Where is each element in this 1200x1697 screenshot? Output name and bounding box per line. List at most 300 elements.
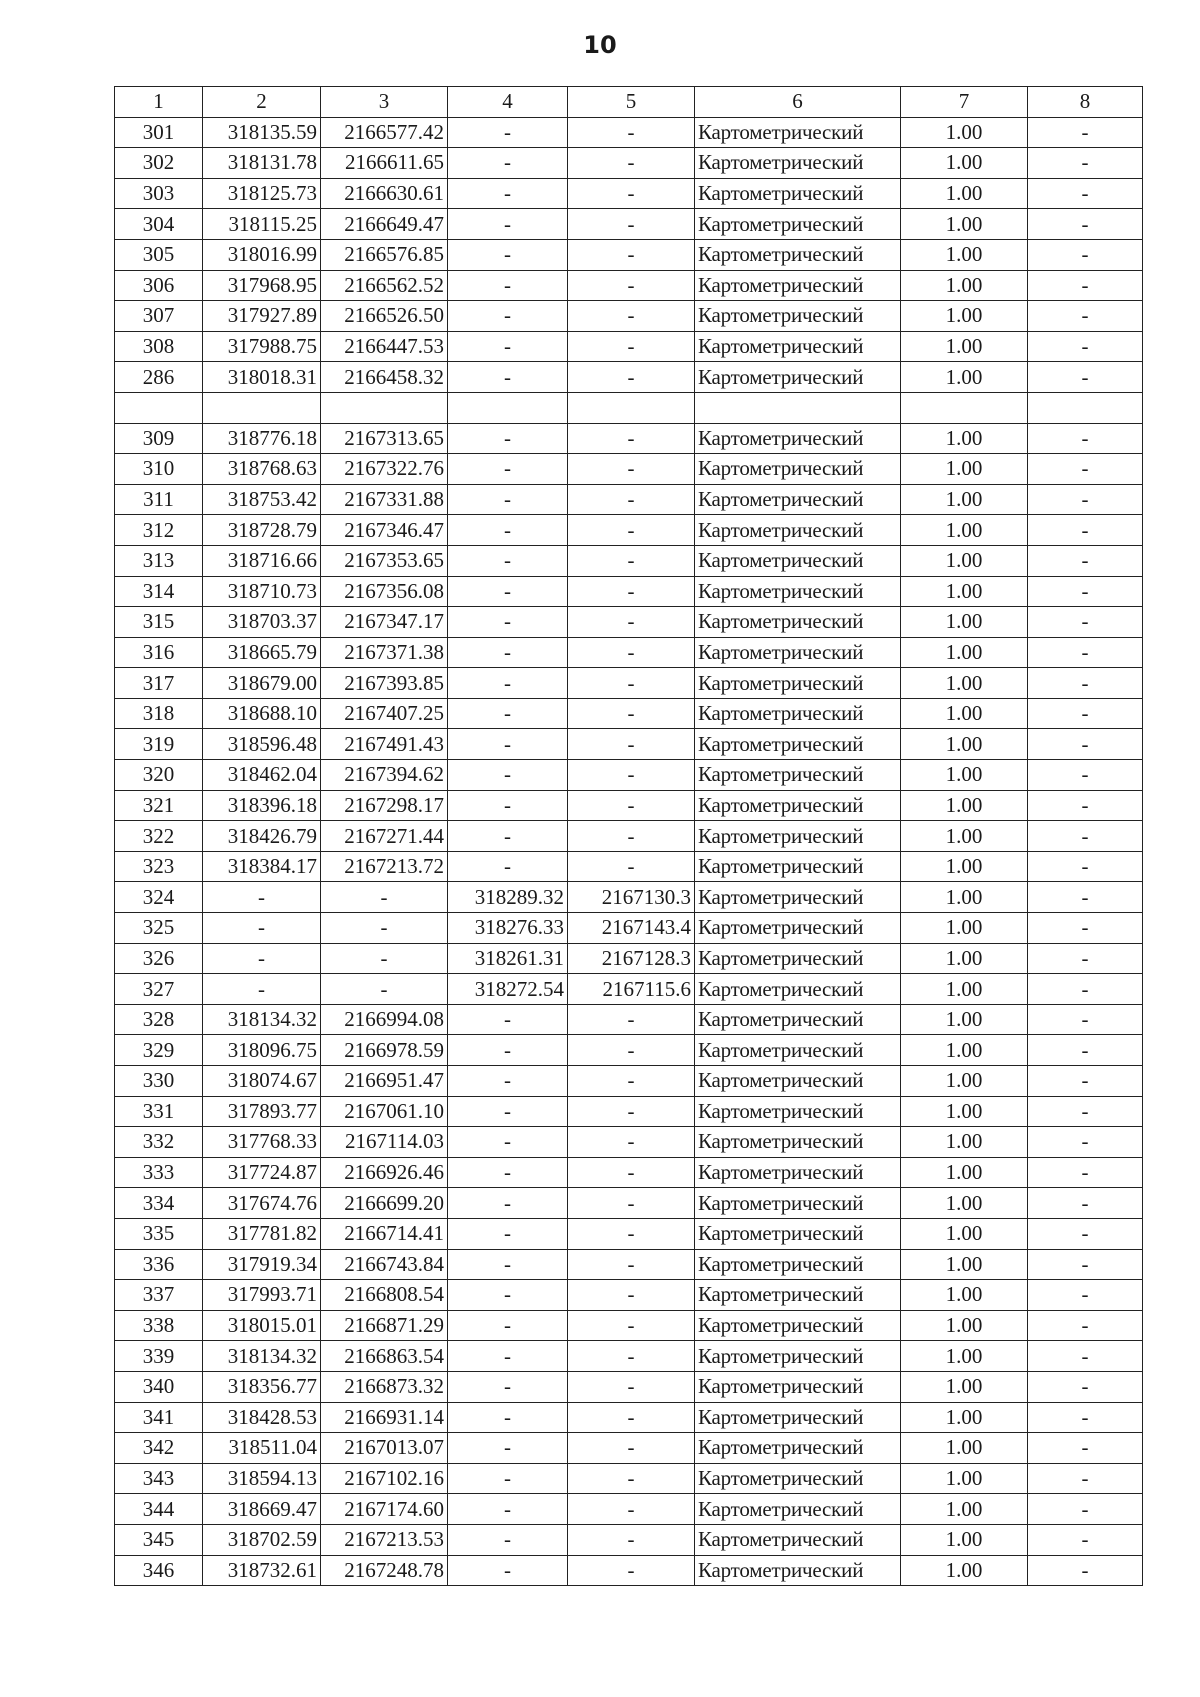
- table-row: [115, 1494, 1143, 1525]
- x-cell: 318134.32: [203, 1004, 321, 1035]
- table-row: [115, 515, 1143, 546]
- x-cell: 318753.42: [203, 484, 321, 515]
- x-cell: 318134.32: [203, 1341, 321, 1372]
- y-cell: 2167102.16: [321, 1463, 448, 1494]
- accuracy-cell: 1.00: [901, 668, 1028, 699]
- accuracy-cell: 1.00: [901, 974, 1028, 1005]
- y-cell: 2167491.43: [321, 729, 448, 760]
- x-alt-cell: -: [448, 1096, 568, 1127]
- table-row: [115, 1035, 1143, 1066]
- point-number-cell: 319: [115, 729, 203, 760]
- method-cell: Картометрический: [695, 331, 901, 362]
- accuracy-cell: 1.00: [901, 515, 1028, 546]
- point-number-cell: 320: [115, 760, 203, 791]
- y-cell: -: [321, 943, 448, 974]
- accuracy-cell: 1.00: [901, 1341, 1028, 1372]
- point-number-cell: 329: [115, 1035, 203, 1066]
- y-alt-cell: -: [568, 1310, 695, 1341]
- table-row: [115, 1157, 1143, 1188]
- method-cell: Картометрический: [695, 1157, 901, 1188]
- accuracy-cell: 1.00: [901, 1280, 1028, 1311]
- y-cell: 2166447.53: [321, 331, 448, 362]
- x-alt-cell: -: [448, 454, 568, 485]
- y-cell: 2167346.47: [321, 515, 448, 546]
- note-cell: -: [1028, 1402, 1143, 1433]
- note-cell: -: [1028, 1218, 1143, 1249]
- y-alt-cell: -: [568, 821, 695, 852]
- x-cell: 318115.25: [203, 209, 321, 240]
- x-alt-cell: -: [448, 1035, 568, 1066]
- y-cell: 2166577.42: [321, 117, 448, 148]
- x-cell: 317919.34: [203, 1249, 321, 1280]
- table-row: [115, 576, 1143, 607]
- x-cell: 318776.18: [203, 423, 321, 454]
- accuracy-cell: 1.00: [901, 178, 1028, 209]
- note-cell: -: [1028, 974, 1143, 1005]
- x-alt-cell: -: [448, 1280, 568, 1311]
- accuracy-cell: 1.00: [901, 882, 1028, 913]
- point-number-cell: 286: [115, 362, 203, 393]
- table-row: [115, 1371, 1143, 1402]
- table-row: [115, 423, 1143, 454]
- accuracy-cell: 1.00: [901, 1310, 1028, 1341]
- method-cell: Картометрический: [695, 1463, 901, 1494]
- accuracy-cell: 1.00: [901, 790, 1028, 821]
- note-cell: -: [1028, 423, 1143, 454]
- note-cell: -: [1028, 1494, 1143, 1525]
- y-alt-cell: -: [568, 1188, 695, 1219]
- note-cell: -: [1028, 760, 1143, 791]
- y-cell: 2166630.61: [321, 178, 448, 209]
- y-alt-cell: -: [568, 1035, 695, 1066]
- y-cell: 2167174.60: [321, 1494, 448, 1525]
- y-alt-cell: -: [568, 668, 695, 699]
- table-row: [115, 1402, 1143, 1433]
- note-cell: -: [1028, 729, 1143, 760]
- accuracy-cell: 1.00: [901, 1371, 1028, 1402]
- point-number-cell: 303: [115, 178, 203, 209]
- x-alt-cell: -: [448, 851, 568, 882]
- point-number-cell: 323: [115, 851, 203, 882]
- accuracy-cell: 1.00: [901, 1188, 1028, 1219]
- point-number-cell: 345: [115, 1524, 203, 1555]
- method-cell: Картометрический: [695, 515, 901, 546]
- point-number-cell: 302: [115, 148, 203, 179]
- y-cell: -: [321, 882, 448, 913]
- column-header-2: 2: [203, 87, 321, 118]
- note-cell: -: [1028, 668, 1143, 699]
- table-row: [115, 821, 1143, 852]
- x-cell: 318511.04: [203, 1433, 321, 1464]
- x-cell: 318679.00: [203, 668, 321, 699]
- y-alt-cell: -: [568, 1127, 695, 1158]
- method-cell: Картометрический: [695, 974, 901, 1005]
- y-cell: -: [321, 974, 448, 1005]
- point-number-cell: 334: [115, 1188, 203, 1219]
- point-number-cell: 340: [115, 1371, 203, 1402]
- table-row: [115, 1463, 1143, 1494]
- x-cell: 318716.66: [203, 545, 321, 576]
- method-cell: Картометрический: [695, 1310, 901, 1341]
- method-cell: Картометрический: [695, 1433, 901, 1464]
- y-cell: 2167322.76: [321, 454, 448, 485]
- method-cell: Картометрический: [695, 607, 901, 638]
- point-number-cell: 313: [115, 545, 203, 576]
- table-row: [115, 1280, 1143, 1311]
- point-number-cell: 311: [115, 484, 203, 515]
- method-cell: Картометрический: [695, 882, 901, 913]
- note-cell: [1028, 392, 1143, 423]
- method-cell: Картометрический: [695, 1127, 901, 1158]
- note-cell: -: [1028, 454, 1143, 485]
- accuracy-cell: 1.00: [901, 1555, 1028, 1586]
- method-cell: [695, 392, 901, 423]
- table-row: [115, 392, 1143, 423]
- x-alt-cell: -: [448, 729, 568, 760]
- note-cell: -: [1028, 821, 1143, 852]
- x-cell: 317968.95: [203, 270, 321, 301]
- method-cell: Картометрический: [695, 1555, 901, 1586]
- accuracy-cell: 1.00: [901, 209, 1028, 240]
- x-alt-cell: -: [448, 515, 568, 546]
- accuracy-cell: 1.00: [901, 1127, 1028, 1158]
- accuracy-cell: 1.00: [901, 148, 1028, 179]
- y-cell: 2167248.78: [321, 1555, 448, 1586]
- point-number-cell: 312: [115, 515, 203, 546]
- x-cell: 318728.79: [203, 515, 321, 546]
- point-number-cell: 344: [115, 1494, 203, 1525]
- x-cell: -: [203, 974, 321, 1005]
- table-row: [115, 178, 1143, 209]
- y-cell: 2166863.54: [321, 1341, 448, 1372]
- table-header: [115, 87, 1143, 118]
- x-cell: 317988.75: [203, 331, 321, 362]
- y-alt-cell: -: [568, 607, 695, 638]
- y-cell: 2167013.07: [321, 1433, 448, 1464]
- x-alt-cell: -: [448, 1555, 568, 1586]
- x-cell: 318665.79: [203, 637, 321, 668]
- y-cell: 2166458.32: [321, 362, 448, 393]
- point-number-cell: 322: [115, 821, 203, 852]
- x-alt-cell: -: [448, 423, 568, 454]
- y-alt-cell: -: [568, 698, 695, 729]
- page-number: 10: [583, 31, 617, 59]
- method-cell: Картометрический: [695, 698, 901, 729]
- note-cell: -: [1028, 1188, 1143, 1219]
- x-cell: -: [203, 882, 321, 913]
- y-cell: 2166611.65: [321, 148, 448, 179]
- x-alt-cell: -: [448, 698, 568, 729]
- table-row: [115, 790, 1143, 821]
- y-alt-cell: -: [568, 1555, 695, 1586]
- table-row: [115, 239, 1143, 270]
- point-number-cell: 314: [115, 576, 203, 607]
- note-cell: -: [1028, 270, 1143, 301]
- note-cell: -: [1028, 1127, 1143, 1158]
- x-alt-cell: -: [448, 668, 568, 699]
- note-cell: -: [1028, 1096, 1143, 1127]
- x-alt-cell: -: [448, 760, 568, 791]
- accuracy-cell: 1.00: [901, 1035, 1028, 1066]
- point-number-cell: 307: [115, 301, 203, 332]
- note-cell: -: [1028, 1066, 1143, 1097]
- x-cell: 318462.04: [203, 760, 321, 791]
- x-alt-cell: -: [448, 484, 568, 515]
- x-cell: 318131.78: [203, 148, 321, 179]
- note-cell: -: [1028, 362, 1143, 393]
- table-row: [115, 637, 1143, 668]
- method-cell: Картометрический: [695, 1402, 901, 1433]
- y-alt-cell: 2167143.4: [568, 913, 695, 944]
- note-cell: -: [1028, 698, 1143, 729]
- note-cell: -: [1028, 1035, 1143, 1066]
- table-row: [115, 362, 1143, 393]
- column-header-1: 1: [115, 87, 203, 118]
- point-number-cell: 333: [115, 1157, 203, 1188]
- x-alt-cell: -: [448, 1066, 568, 1097]
- x-alt-cell: -: [448, 1249, 568, 1280]
- x-alt-cell: -: [448, 576, 568, 607]
- y-cell: 2166576.85: [321, 239, 448, 270]
- x-cell: 318669.47: [203, 1494, 321, 1525]
- note-cell: -: [1028, 545, 1143, 576]
- y-alt-cell: -: [568, 729, 695, 760]
- y-alt-cell: -: [568, 454, 695, 485]
- point-number-cell: 301: [115, 117, 203, 148]
- method-cell: Картометрический: [695, 178, 901, 209]
- accuracy-cell: 1.00: [901, 943, 1028, 974]
- point-number-cell: 328: [115, 1004, 203, 1035]
- y-alt-cell: -: [568, 1249, 695, 1280]
- note-cell: -: [1028, 1280, 1143, 1311]
- x-alt-cell: -: [448, 209, 568, 240]
- note-cell: -: [1028, 913, 1143, 944]
- accuracy-cell: 1.00: [901, 821, 1028, 852]
- table-row: [115, 1433, 1143, 1464]
- point-number-cell: 346: [115, 1555, 203, 1586]
- x-cell: 318594.13: [203, 1463, 321, 1494]
- column-header-7: 7: [901, 87, 1028, 118]
- y-alt-cell: -: [568, 515, 695, 546]
- note-cell: -: [1028, 1555, 1143, 1586]
- accuracy-cell: [901, 392, 1028, 423]
- method-cell: Картометрический: [695, 913, 901, 944]
- y-alt-cell: -: [568, 1371, 695, 1402]
- note-cell: -: [1028, 576, 1143, 607]
- accuracy-cell: 1.00: [901, 423, 1028, 454]
- x-alt-cell: -: [448, 1157, 568, 1188]
- x-cell: 318135.59: [203, 117, 321, 148]
- x-alt-cell: -: [448, 331, 568, 362]
- point-number-cell: 306: [115, 270, 203, 301]
- accuracy-cell: 1.00: [901, 1004, 1028, 1035]
- x-cell: 318688.10: [203, 698, 321, 729]
- x-cell: -: [203, 943, 321, 974]
- x-cell: 318428.53: [203, 1402, 321, 1433]
- y-alt-cell: -: [568, 178, 695, 209]
- note-cell: -: [1028, 943, 1143, 974]
- table-row: [115, 943, 1143, 974]
- method-cell: Картометрический: [695, 729, 901, 760]
- point-number-cell: [115, 392, 203, 423]
- y-cell: 2166951.47: [321, 1066, 448, 1097]
- y-alt-cell: -: [568, 239, 695, 270]
- y-cell: 2167298.17: [321, 790, 448, 821]
- accuracy-cell: 1.00: [901, 1249, 1028, 1280]
- note-cell: -: [1028, 515, 1143, 546]
- x-alt-cell: -: [448, 1433, 568, 1464]
- table-row: [115, 1341, 1143, 1372]
- column-header-5: 5: [568, 87, 695, 118]
- y-cell: 2166931.14: [321, 1402, 448, 1433]
- table-row: [115, 698, 1143, 729]
- x-alt-cell: -: [448, 1004, 568, 1035]
- x-alt-cell: -: [448, 148, 568, 179]
- accuracy-cell: 1.00: [901, 1494, 1028, 1525]
- accuracy-cell: 1.00: [901, 607, 1028, 638]
- point-number-cell: 331: [115, 1096, 203, 1127]
- table-row: [115, 974, 1143, 1005]
- point-number-cell: 338: [115, 1310, 203, 1341]
- y-cell: 2166808.54: [321, 1280, 448, 1311]
- method-cell: Картометрический: [695, 851, 901, 882]
- method-cell: Картометрический: [695, 1004, 901, 1035]
- accuracy-cell: 1.00: [901, 362, 1028, 393]
- method-cell: Картометрический: [695, 821, 901, 852]
- table-row: [115, 1004, 1143, 1035]
- x-cell: 318356.77: [203, 1371, 321, 1402]
- column-header-8: 8: [1028, 87, 1143, 118]
- y-cell: 2167114.03: [321, 1127, 448, 1158]
- table-row: [115, 1524, 1143, 1555]
- table-row: [115, 913, 1143, 944]
- x-cell: 318732.61: [203, 1555, 321, 1586]
- accuracy-cell: 1.00: [901, 698, 1028, 729]
- column-header-6: 6: [695, 87, 901, 118]
- accuracy-cell: 1.00: [901, 851, 1028, 882]
- x-alt-cell: -: [448, 1127, 568, 1158]
- table-row: [115, 760, 1143, 791]
- point-number-cell: 335: [115, 1218, 203, 1249]
- y-alt-cell: -: [568, 760, 695, 791]
- accuracy-cell: 1.00: [901, 117, 1028, 148]
- method-cell: Картометрический: [695, 117, 901, 148]
- y-cell: 2166873.32: [321, 1371, 448, 1402]
- x-alt-cell: 318289.32: [448, 882, 568, 913]
- y-cell: 2166978.59: [321, 1035, 448, 1066]
- method-cell: Картометрический: [695, 1066, 901, 1097]
- column-header-4: 4: [448, 87, 568, 118]
- table-row: [115, 882, 1143, 913]
- table-body: [115, 117, 1143, 1586]
- note-cell: -: [1028, 637, 1143, 668]
- table-row: [115, 148, 1143, 179]
- table-row: [115, 729, 1143, 760]
- accuracy-cell: 1.00: [901, 270, 1028, 301]
- y-alt-cell: -: [568, 637, 695, 668]
- method-cell: Картометрический: [695, 943, 901, 974]
- y-alt-cell: -: [568, 1433, 695, 1464]
- accuracy-cell: 1.00: [901, 301, 1028, 332]
- x-alt-cell: -: [448, 117, 568, 148]
- x-cell: 317927.89: [203, 301, 321, 332]
- accuracy-cell: 1.00: [901, 239, 1028, 270]
- accuracy-cell: 1.00: [901, 1463, 1028, 1494]
- x-alt-cell: -: [448, 362, 568, 393]
- accuracy-cell: 1.00: [901, 545, 1028, 576]
- y-cell: 2166714.41: [321, 1218, 448, 1249]
- y-cell: 2167407.25: [321, 698, 448, 729]
- y-alt-cell: -: [568, 209, 695, 240]
- column-header-3: 3: [321, 87, 448, 118]
- point-number-cell: 304: [115, 209, 203, 240]
- point-number-cell: 337: [115, 1280, 203, 1311]
- accuracy-cell: 1.00: [901, 637, 1028, 668]
- y-alt-cell: -: [568, 1341, 695, 1372]
- note-cell: -: [1028, 607, 1143, 638]
- y-cell: [321, 392, 448, 423]
- x-cell: 318710.73: [203, 576, 321, 607]
- table-row: [115, 331, 1143, 362]
- method-cell: Картометрический: [695, 1188, 901, 1219]
- y-alt-cell: 2167128.3: [568, 943, 695, 974]
- method-cell: Картометрический: [695, 301, 901, 332]
- x-alt-cell: -: [448, 1402, 568, 1433]
- accuracy-cell: 1.00: [901, 1218, 1028, 1249]
- table-row: [115, 851, 1143, 882]
- point-number-cell: 310: [115, 454, 203, 485]
- table-row: [115, 454, 1143, 485]
- note-cell: -: [1028, 1249, 1143, 1280]
- point-number-cell: 332: [115, 1127, 203, 1158]
- accuracy-cell: 1.00: [901, 1096, 1028, 1127]
- table-row: [115, 117, 1143, 148]
- point-number-cell: 315: [115, 607, 203, 638]
- point-number-cell: 336: [115, 1249, 203, 1280]
- accuracy-cell: 1.00: [901, 1433, 1028, 1464]
- y-alt-cell: -: [568, 117, 695, 148]
- note-cell: -: [1028, 1433, 1143, 1464]
- method-cell: Картометрический: [695, 148, 901, 179]
- note-cell: -: [1028, 1004, 1143, 1035]
- point-number-cell: 318: [115, 698, 203, 729]
- table-row: [115, 1218, 1143, 1249]
- x-alt-cell: -: [448, 607, 568, 638]
- table-row: [115, 607, 1143, 638]
- method-cell: Картометрический: [695, 637, 901, 668]
- x-cell: 317674.76: [203, 1188, 321, 1219]
- y-alt-cell: -: [568, 423, 695, 454]
- x-cell: -: [203, 913, 321, 944]
- note-cell: -: [1028, 1157, 1143, 1188]
- x-alt-cell: -: [448, 1218, 568, 1249]
- x-cell: 318702.59: [203, 1524, 321, 1555]
- accuracy-cell: 1.00: [901, 1157, 1028, 1188]
- x-cell: 318396.18: [203, 790, 321, 821]
- x-cell: 317768.33: [203, 1127, 321, 1158]
- table-row: [115, 484, 1143, 515]
- y-cell: 2167313.65: [321, 423, 448, 454]
- y-cell: 2167347.17: [321, 607, 448, 638]
- x-cell: 318596.48: [203, 729, 321, 760]
- table-row: [115, 1066, 1143, 1097]
- method-cell: Картометрический: [695, 1524, 901, 1555]
- method-cell: Картометрический: [695, 1494, 901, 1525]
- y-cell: 2167393.85: [321, 668, 448, 699]
- note-cell: -: [1028, 1371, 1143, 1402]
- note-cell: -: [1028, 331, 1143, 362]
- method-cell: Картометрический: [695, 1096, 901, 1127]
